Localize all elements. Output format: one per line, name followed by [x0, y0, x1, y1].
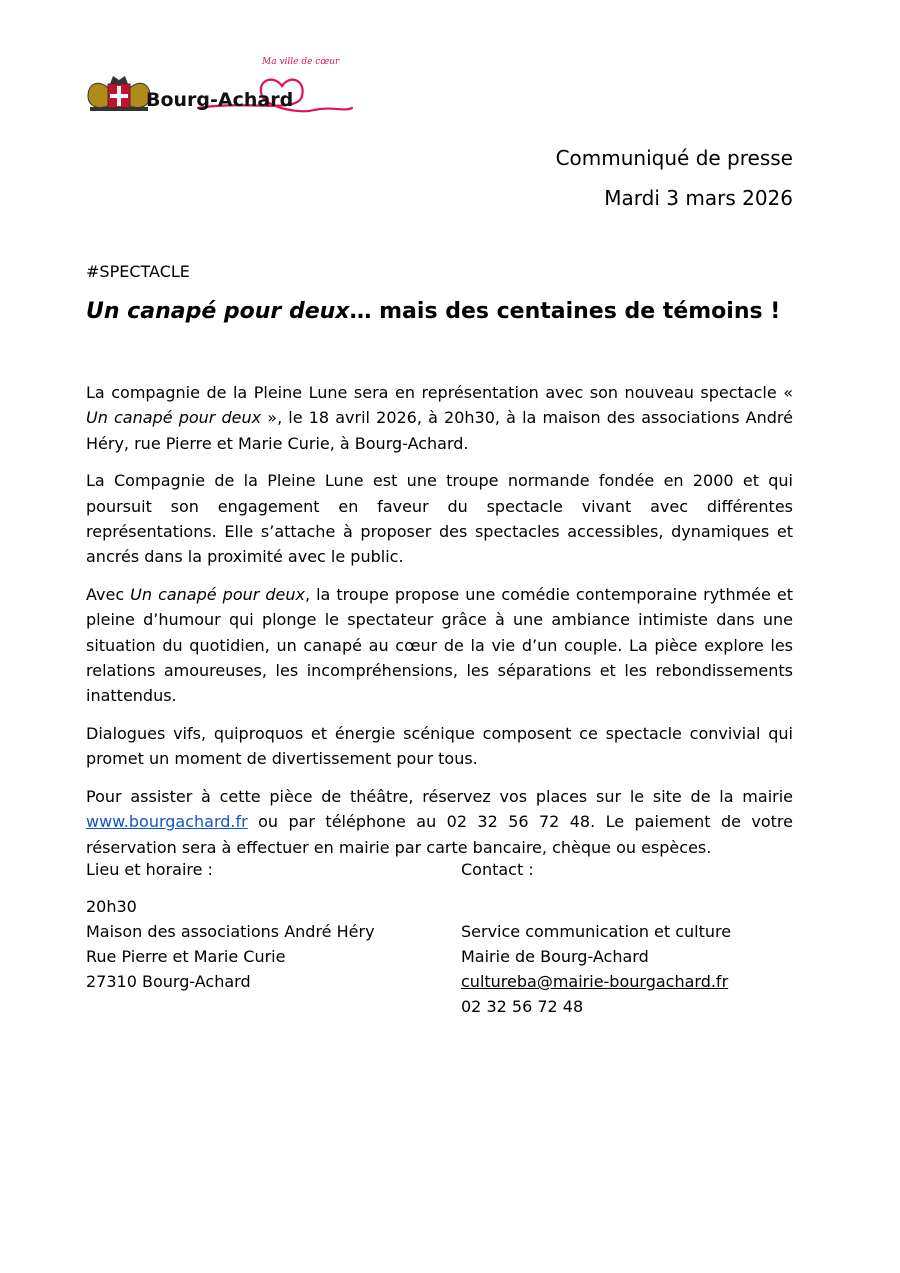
text-run: ou par téléphone au 02 32 56 72 48. Le paiement de votre réservation sera à effectuer en mairie par carte bancaire, chèque ou espèces. — [86, 812, 793, 857]
venue-place: Maison des associations André Héry — [86, 922, 375, 941]
town-logo — [86, 52, 356, 122]
text-run: », le 18 avril 2026, à 20h30, à la maison des associations André Héry, rue Pierre et Marie Curie, à Bourg-Achard. — [86, 408, 793, 453]
paragraph-company: La Compagnie de la Pleine Lune est une troupe normande fondée en 2000 et qui poursuit son engagement en faveur du spectacle vivant avec différentes représentations. Elle s’attache à proposer des spectacles accessibles, dynamiques et ancrés dans la proximité avec le public. — [86, 471, 793, 567]
contact-block — [461, 857, 731, 1019]
text-run: La compagnie de la Pleine Lune sera en représentation avec son nouveau spectacle « — [86, 383, 793, 402]
contact-org: Mairie de Bourg-Achard — [461, 947, 649, 966]
text-run: Pour assister à cette pièce de théâtre, réservez vos places sur le site de la mairie — [86, 786, 793, 806]
text-run: , la troupe propose une comédie contemporaine rythmée et pleine d’humour qui plonge le spectateur grâce à une ambiance intimiste dans une situation du quotidien, un canapé au cœur de la vie d’un couple. La pièce explore les relations amoureuses, les incompréhensions, les séparations et les rebondissements inattendus. — [86, 584, 794, 706]
website-link[interactable]: www.bourgachard.fr — [86, 812, 248, 832]
contact-phone: 02 32 56 72 48 — [461, 997, 584, 1016]
doc-date: Mardi 3 mars 2026 — [604, 186, 793, 210]
text-run: Avec — [86, 584, 131, 604]
paragraph-intro — [86, 380, 793, 456]
paragraph-booking — [86, 784, 793, 860]
venue-street: Rue Pierre et Marie Curie — [86, 947, 286, 966]
contact-email-link[interactable]: cultureba@mairie-bourgachard.fr — [461, 972, 729, 991]
hashtag: #SPECTACLE — [86, 262, 190, 281]
title-rest: … mais des centaines de témoins ! — [349, 299, 781, 324]
venue-time: 20h30 — [86, 897, 137, 916]
press-header — [556, 138, 793, 218]
show-title: Un canapé pour deux — [86, 408, 262, 428]
town-name-text: Bourg-Achard — [146, 89, 294, 111]
contact-heading: Contact : — [461, 860, 534, 879]
page-title — [86, 299, 780, 324]
paragraph-show — [86, 582, 793, 709]
venue-city: 27310 Bourg-Achard — [86, 972, 251, 991]
contact-service: Service communication et culture — [461, 922, 732, 941]
article-body — [86, 380, 793, 872]
title-show-name: Un canapé pour deux — [86, 299, 350, 324]
coat-of-arms-icon — [88, 76, 150, 111]
paragraph-summary: Dialogues vifs, quiproquos et énergie scénique composent ce spectacle convivial qui promet un moment de divertissement pour tous. — [86, 723, 793, 769]
slogan-text: Ma ville de cœur — [262, 57, 340, 67]
show-title: Un canapé pour deux — [130, 584, 305, 604]
venue-block — [86, 857, 375, 994]
venue-heading: Lieu et horaire : — [86, 860, 213, 879]
doc-type: Communiqué de presse — [555, 146, 793, 170]
